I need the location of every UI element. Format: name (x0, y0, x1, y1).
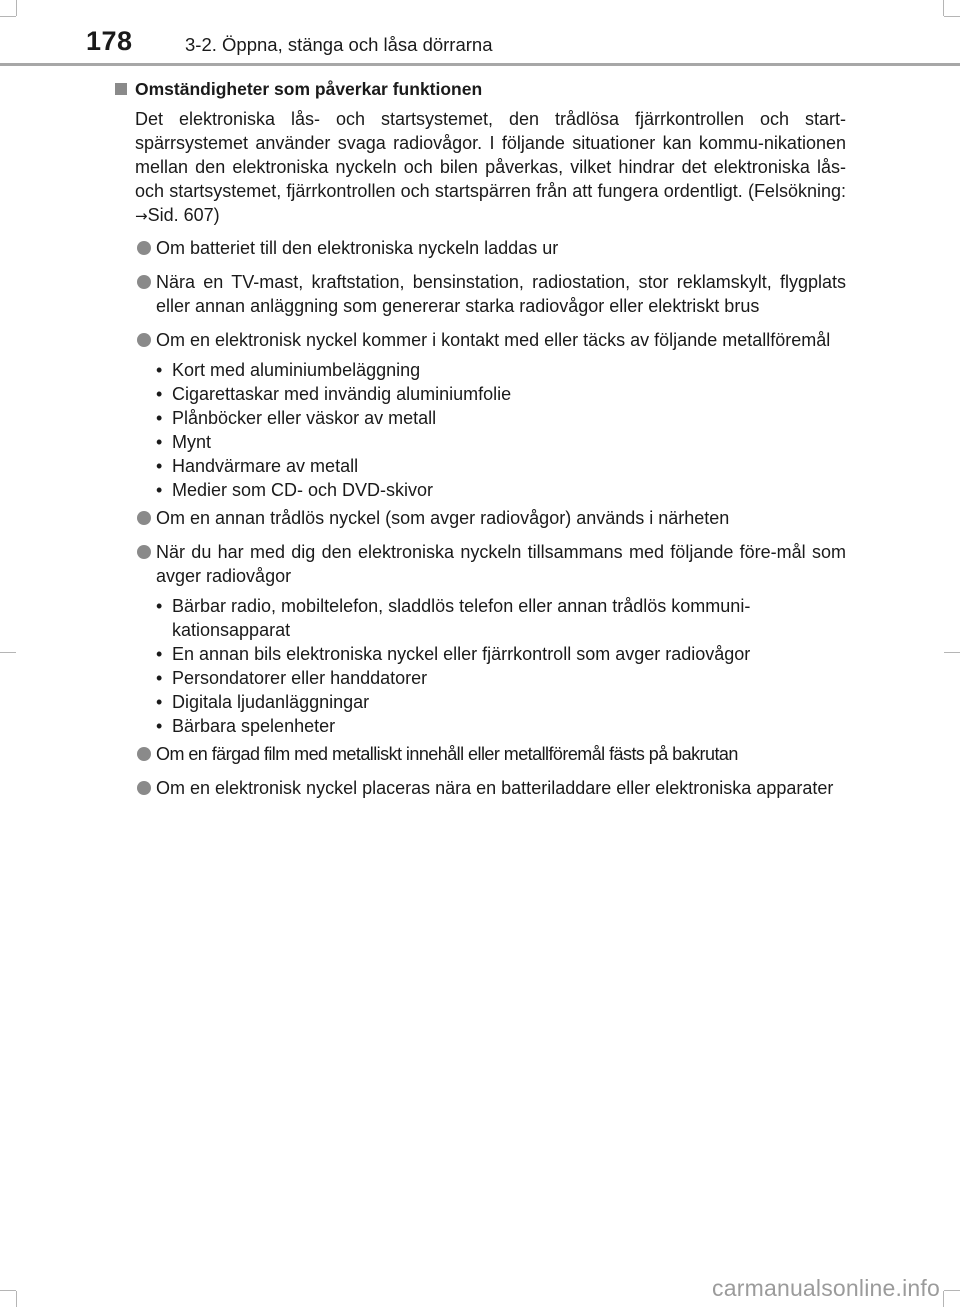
list-item-text: Om en elektronisk nyckel kommer i kontakt med eller täcks av följande metallföremål (156, 330, 831, 350)
circle-bullet-icon (137, 275, 151, 289)
intro-text: Det elektroniska lås- och startsystemet, den trådlösa fjärrkontrollen och start-spärrsystemet använder svaga radiovågor. I följande situationer kan kommu-nikationen mellan den elektroniska nyckeln och bilen påverkas, vilket hindrar det elektroniska lås- och startsystemet, fjärrkontrollen och startspärren från att fungera ordentligt. (Felsökning: (135, 109, 846, 201)
header-divider (0, 63, 960, 66)
intro-paragraph (135, 107, 846, 228)
section-heading (114, 77, 846, 101)
sublist-item: • Digitala ljudanläggningar (156, 692, 370, 712)
circle-bullet-icon (137, 545, 151, 559)
dot-bullet-icon: • (156, 644, 163, 664)
dot-bullet-icon: • (156, 716, 163, 736)
crop-mark (0, 16, 16, 17)
crop-mark (0, 652, 16, 653)
crop-mark (944, 16, 960, 17)
dot-bullet-icon: • (156, 432, 163, 452)
dot-bullet-icon: • (156, 480, 163, 500)
crop-mark (943, 0, 944, 16)
sublist-item: • Kort med aluminiumbeläggning (156, 360, 421, 380)
dot-bullet-icon: • (156, 692, 163, 712)
crop-mark (944, 652, 960, 653)
list-item (114, 270, 846, 318)
sublist-item: • Plånböcker eller väskor av metall (156, 408, 437, 428)
watermark: carmanualsonline.info (712, 1275, 940, 1301)
circle-bullet-icon (137, 241, 151, 255)
dot-bullet-icon: • (156, 456, 163, 476)
page-content (114, 77, 846, 800)
sublist (156, 358, 846, 502)
list-item-text: När du har med dig den elektroniska nyckeln tillsammans med följande före-mål som avger radiovågor (156, 542, 846, 586)
page-number: 178 (86, 26, 133, 56)
crop-mark (0, 1290, 16, 1291)
sublist-item: • Bärbar radio, mobiltelefon, sladdlös telefon eller annan trådlös kommuni-kationsapparat (156, 596, 751, 640)
crop-mark (16, 0, 17, 16)
sublist-item: • Persondatorer eller handdatorer (156, 668, 428, 688)
sublist-item: • Cigarettaskar med invändig aluminiumfolie (156, 384, 512, 404)
list-item (114, 236, 846, 260)
sublist (156, 594, 846, 738)
square-bullet-icon (115, 83, 127, 95)
circle-bullet-icon (137, 511, 151, 525)
list-item-text: Nära en TV-mast, kraftstation, bensinstation, radiostation, stor reklamskylt, flygplats eller annan anläggning som genererar starka radiovågor eller elektriskt brus (156, 272, 846, 316)
list-item-text: Om en annan trådlös nyckel (som avger radiovågor) används i närheten (156, 508, 730, 528)
dot-bullet-icon: • (156, 384, 163, 404)
sublist-item: • Handvärmare av metall (156, 456, 359, 476)
sublist-item: • Mynt (156, 432, 212, 452)
list-item-text: Om en färgad film med metalliskt innehåll eller metallföremål fästs på bakrutan (156, 744, 738, 764)
crop-mark (16, 1291, 17, 1307)
list-item (114, 776, 846, 800)
circle-bullet-icon (137, 781, 151, 795)
dot-bullet-icon: • (156, 360, 163, 380)
sublist-item: • Medier som CD- och DVD-skivor (156, 480, 434, 500)
list-item-text: Om batteriet till den elektroniska nyckeln laddas ur (156, 238, 559, 258)
dot-bullet-icon: • (156, 408, 163, 428)
circle-bullet-icon (137, 747, 151, 761)
dot-bullet-icon: • (156, 596, 163, 616)
section-heading-text: Omständigheter som påverkar funktionen (135, 79, 483, 99)
page-reference-link[interactable]: Sid. 607) (147, 205, 220, 225)
list-item (114, 540, 846, 588)
crop-mark (944, 1290, 960, 1291)
list-item-text: Om en elektronisk nyckel placeras nära en batteriladdare eller elektroniska apparater (156, 778, 834, 798)
section-title: 3-2. Öppna, stänga och låsa dörrarna (185, 34, 493, 55)
crop-mark (943, 1291, 944, 1307)
sublist-item: • En annan bils elektroniska nyckel eller fjärrkontroll som avger radiovågor (156, 644, 751, 664)
list-item (114, 328, 846, 352)
list-item (114, 742, 846, 766)
sublist-item: • Bärbara spelenheter (156, 716, 336, 736)
list-item (114, 506, 846, 530)
circle-bullet-icon (137, 333, 151, 347)
arrow-right-icon: → (135, 207, 148, 225)
dot-bullet-icon: • (156, 668, 163, 688)
